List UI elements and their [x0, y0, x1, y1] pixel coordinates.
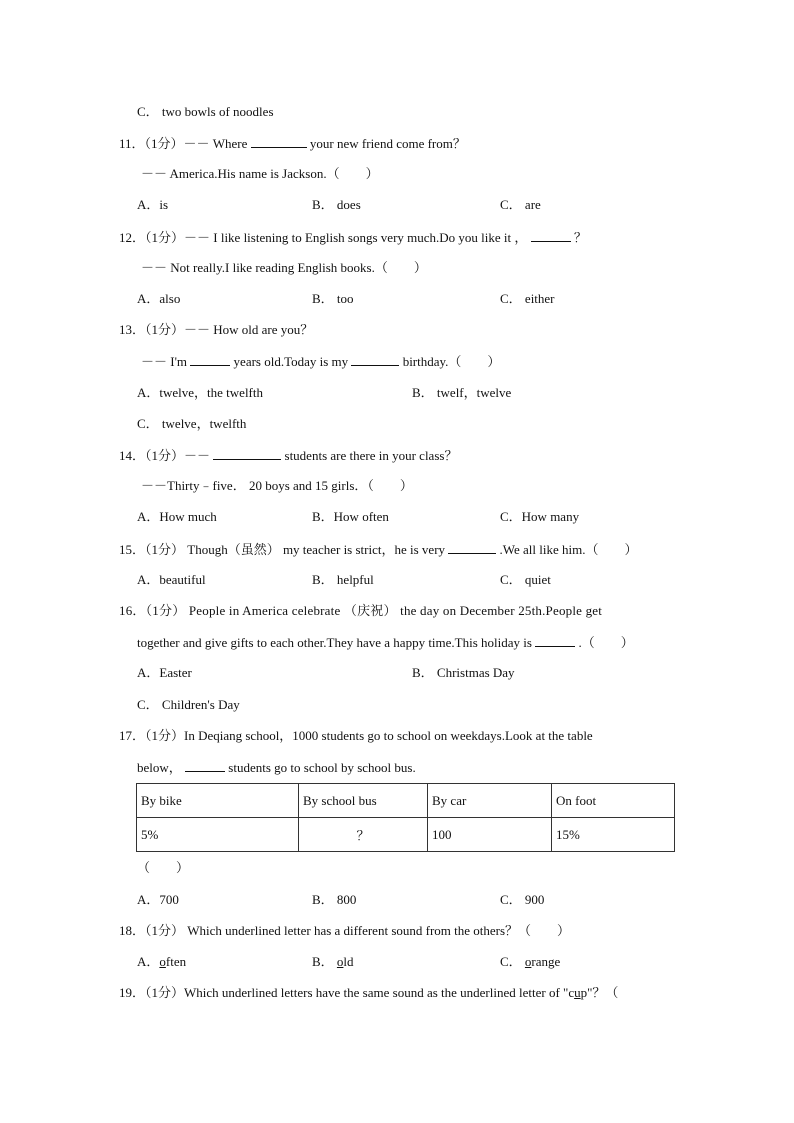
q17-stem-line1: 17．（1分）In Deqiang school，1000 students go to school on weekdays.Look at the table [119, 728, 593, 743]
q17-table [136, 783, 675, 852]
q11-option-a: A．is [137, 197, 169, 212]
q11-option-c: C． are [500, 197, 541, 212]
q13-option-a: A．twelve，the twelfth [137, 385, 263, 400]
q13-blank-1 [190, 353, 230, 366]
table-cell: ？ [299, 818, 428, 852]
q16-stem-line2-part2: .（ ） [578, 635, 634, 650]
table-header-cell: By car [428, 784, 552, 818]
q11-stem-part1: 11．（1分）－－ Where [119, 136, 248, 151]
q14-stem-part1: 14．（1分）－－ [119, 448, 211, 463]
q15-stem-part2: .We all like him.（ ） [499, 542, 638, 557]
q15-option-b: B． helpful [312, 572, 374, 587]
q16-blank [535, 634, 575, 647]
q19-stem-underlined: u [574, 985, 581, 1000]
q18-option-c-label: C． [500, 954, 525, 969]
q18-option-b [312, 954, 354, 970]
q12-option-c: C． either [500, 291, 555, 306]
q13-blank-2 [351, 353, 399, 366]
q15-stem [119, 541, 638, 558]
q13-reply-part2: years old.Today is my [233, 354, 349, 369]
q14-reply: －－Thirty﹣five． 20 boys and 15 girls．（ ） [141, 478, 413, 493]
q12-stem [119, 229, 587, 246]
q16-option-a: A．Easter [137, 665, 192, 680]
q12-option-a: A．also [137, 291, 181, 306]
q13-option-c: C． twelve，twelfth [137, 416, 247, 431]
q16-stem-line1: 16．（1分） People in America celebrate （庆祝） the day on December 25th.People get [119, 603, 603, 618]
q18-option-c-underlined: o [524, 954, 532, 969]
q18-option-c-rest: range [531, 954, 561, 969]
q16-option-b: B． Christmas Day [412, 665, 515, 680]
q12-blank [531, 229, 571, 242]
q17-stem-line2 [137, 759, 416, 776]
q13-reply-part1: －－ I'm [141, 354, 188, 369]
q17-stem-line2-part1: below， [137, 760, 182, 775]
q14-stem-part2: students are there in your class？ [284, 448, 458, 463]
q15-option-c: C． quiet [500, 572, 551, 587]
table-cell: 5% [137, 818, 299, 852]
q17-option-c: C． 900 [500, 892, 545, 907]
q12-stem-part2: ？ [573, 230, 587, 245]
q18-option-a-rest: ften [165, 954, 187, 969]
q18-option-c [500, 954, 560, 970]
q18-option-a [137, 954, 186, 970]
q13-option-b: B． twelf，twelve [412, 385, 512, 400]
table-header-cell: By bike [137, 784, 299, 818]
q18-option-b-rest: ld [343, 954, 354, 969]
table-header-cell: By school bus [299, 784, 428, 818]
q12-option-b: B． too [312, 291, 354, 306]
table-cell: 100 [428, 818, 552, 852]
q13-reply-part3: birthday.（ ） [402, 354, 501, 369]
q12-reply: －－ Not really.I like reading English books.（ ） [141, 260, 427, 275]
q10-option-c: C． two bowls of noodles [137, 104, 274, 119]
q18-option-b-underlined: o [336, 954, 344, 969]
q18-option-b-label: B． [312, 954, 337, 969]
q16-stem-line2-part1: together and give gifts to each other.They have a happy time.This holiday is [137, 635, 532, 650]
q15-stem-part1: 15．（1分） Though（虽然） my teacher is strict，he is very [119, 542, 446, 557]
q11-blank [251, 135, 307, 148]
q18-option-a-label: A． [137, 954, 160, 969]
q17-stem-line2-part2: students go to school by school bus. [228, 760, 416, 775]
table-header-row [137, 784, 675, 818]
q14-blank [213, 447, 281, 460]
table-cell: 15% [552, 818, 675, 852]
q11-reply: －－ America.His name is Jackson.（ ） [141, 166, 379, 181]
q19-stem-part2: p"？（ [580, 985, 619, 1000]
q16-stem-line2 [137, 634, 634, 651]
q11-stem [119, 135, 466, 152]
q17-answer-paren: （ ） [137, 860, 190, 875]
q14-option-b: B．How often [312, 509, 389, 524]
q17-option-a: A．700 [137, 892, 179, 907]
q14-stem [119, 447, 457, 464]
q14-option-a: A．How much [137, 509, 217, 524]
q15-blank [448, 541, 496, 554]
q13-stem: 13．（1分）－－ How old are you？ [119, 322, 314, 337]
q18-stem: 18．（1分） Which underlined letter has a different sound from the others？（ ） [119, 923, 571, 938]
q17-blank [185, 759, 225, 772]
q14-option-c: C．How many [500, 509, 580, 524]
q11-option-b: B． does [312, 197, 361, 212]
q17-option-b: B． 800 [312, 892, 357, 907]
q13-reply [141, 353, 500, 370]
q15-option-a: A．beautiful [137, 572, 206, 587]
q19-stem [119, 985, 618, 1001]
table-row [137, 818, 675, 852]
table-header-cell: On foot [552, 784, 675, 818]
q12-stem-part1: 12．（1分）－－ I like listening to English songs very much.Do you like it ， [119, 230, 528, 245]
q16-option-c: C． Children's Day [137, 697, 240, 712]
q11-stem-part2: your new friend come from？ [309, 136, 466, 151]
q19-stem-part1: 19．（1分）Which underlined letters have the same sound as the underlined letter of "c [119, 985, 575, 1000]
q18-option-a-underlined: o [159, 954, 166, 969]
